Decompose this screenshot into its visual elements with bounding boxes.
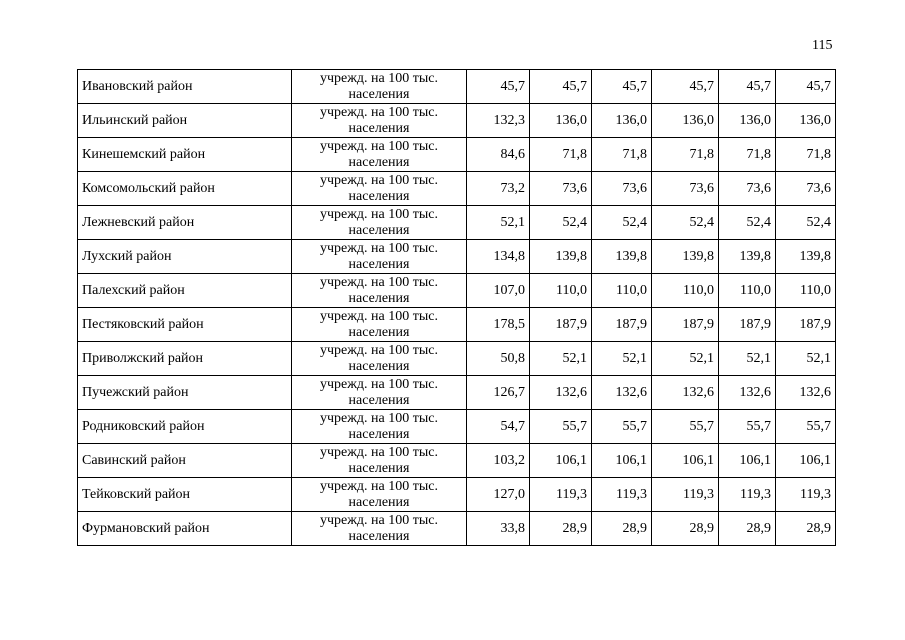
value-cell: 45,7 xyxy=(467,70,530,104)
value-cell: 73,6 xyxy=(652,172,719,206)
value-cell: 73,6 xyxy=(719,172,776,206)
value-cell: 139,8 xyxy=(592,240,652,274)
unit-line-2: населения xyxy=(348,188,410,204)
value-cell: 132,6 xyxy=(652,376,719,410)
unit-cell xyxy=(292,376,467,410)
value-cell: 110,0 xyxy=(592,274,652,308)
value-cell: 132,6 xyxy=(530,376,592,410)
value-cell: 139,8 xyxy=(776,240,836,274)
unit-line-2: населения xyxy=(348,528,410,544)
table-row xyxy=(78,444,836,478)
value-cell: 139,8 xyxy=(530,240,592,274)
unit-line-1: учрежд. на 100 тыс. xyxy=(320,206,438,222)
district-name-cell: Ивановский район xyxy=(78,70,292,104)
unit-line-1: учрежд. на 100 тыс. xyxy=(320,342,438,358)
unit-cell xyxy=(292,70,467,104)
value-cell: 119,3 xyxy=(719,478,776,512)
value-cell: 52,1 xyxy=(592,342,652,376)
district-name-cell: Тейковский район xyxy=(78,478,292,512)
value-cell: 71,8 xyxy=(592,138,652,172)
value-cell: 28,9 xyxy=(592,512,652,546)
value-cell: 71,8 xyxy=(652,138,719,172)
table-row xyxy=(78,512,836,546)
district-name-cell: Савинский район xyxy=(78,444,292,478)
value-cell: 136,0 xyxy=(719,104,776,138)
value-cell: 55,7 xyxy=(776,410,836,444)
unit-line-1: учрежд. на 100 тыс. xyxy=(320,308,438,324)
value-cell: 110,0 xyxy=(652,274,719,308)
value-cell: 45,7 xyxy=(592,70,652,104)
table-row xyxy=(78,274,836,308)
unit-line-1: учрежд. на 100 тыс. xyxy=(320,138,438,154)
table-row xyxy=(78,342,836,376)
table-row xyxy=(78,478,836,512)
page-number: 115 xyxy=(812,38,833,53)
value-cell: 106,1 xyxy=(592,444,652,478)
district-name-cell: Ильинский район xyxy=(78,104,292,138)
value-cell: 52,1 xyxy=(467,206,530,240)
value-cell: 28,9 xyxy=(530,512,592,546)
unit-line-2: населения xyxy=(348,154,410,170)
unit-line-2: населения xyxy=(348,460,410,476)
unit-cell xyxy=(292,342,467,376)
unit-cell xyxy=(292,410,467,444)
unit-line-1: учрежд. на 100 тыс. xyxy=(320,274,438,290)
unit-cell xyxy=(292,444,467,478)
value-cell: 107,0 xyxy=(467,274,530,308)
district-name-cell: Приволжский район xyxy=(78,342,292,376)
value-cell: 110,0 xyxy=(719,274,776,308)
table-row xyxy=(78,206,836,240)
value-cell: 139,8 xyxy=(719,240,776,274)
value-cell: 106,1 xyxy=(652,444,719,478)
value-cell: 126,7 xyxy=(467,376,530,410)
value-cell: 55,7 xyxy=(652,410,719,444)
value-cell: 132,3 xyxy=(467,104,530,138)
value-cell: 45,7 xyxy=(719,70,776,104)
value-cell: 119,3 xyxy=(776,478,836,512)
value-cell: 134,8 xyxy=(467,240,530,274)
value-cell: 110,0 xyxy=(530,274,592,308)
unit-cell xyxy=(292,206,467,240)
district-name-cell: Комсомольский район xyxy=(78,172,292,206)
indicator-table xyxy=(77,69,836,546)
value-cell: 132,6 xyxy=(719,376,776,410)
value-cell: 187,9 xyxy=(530,308,592,342)
value-cell: 52,4 xyxy=(652,206,719,240)
table-row xyxy=(78,70,836,104)
unit-line-2: населения xyxy=(348,86,410,102)
value-cell: 55,7 xyxy=(719,410,776,444)
unit-line-1: учрежд. на 100 тыс. xyxy=(320,410,438,426)
value-cell: 52,1 xyxy=(719,342,776,376)
unit-line-2: населения xyxy=(348,222,410,238)
value-cell: 110,0 xyxy=(776,274,836,308)
value-cell: 73,6 xyxy=(592,172,652,206)
unit-cell xyxy=(292,308,467,342)
value-cell: 73,6 xyxy=(776,172,836,206)
value-cell: 45,7 xyxy=(530,70,592,104)
table-row xyxy=(78,410,836,444)
table-row xyxy=(78,240,836,274)
table-body xyxy=(78,70,836,546)
value-cell: 73,2 xyxy=(467,172,530,206)
value-cell: 45,7 xyxy=(776,70,836,104)
value-cell: 132,6 xyxy=(776,376,836,410)
value-cell: 178,5 xyxy=(467,308,530,342)
value-cell: 33,8 xyxy=(467,512,530,546)
value-cell: 52,1 xyxy=(776,342,836,376)
value-cell: 50,8 xyxy=(467,342,530,376)
value-cell: 52,1 xyxy=(652,342,719,376)
value-cell: 119,3 xyxy=(592,478,652,512)
value-cell: 28,9 xyxy=(652,512,719,546)
unit-line-1: учрежд. на 100 тыс. xyxy=(320,70,438,86)
district-name-cell: Родниковский район xyxy=(78,410,292,444)
unit-line-2: населения xyxy=(348,256,410,272)
unit-line-2: населения xyxy=(348,358,410,374)
value-cell: 55,7 xyxy=(530,410,592,444)
value-cell: 132,6 xyxy=(592,376,652,410)
unit-cell xyxy=(292,172,467,206)
value-cell: 52,4 xyxy=(592,206,652,240)
value-cell: 28,9 xyxy=(719,512,776,546)
district-name-cell: Палехский район xyxy=(78,274,292,308)
unit-cell xyxy=(292,512,467,546)
unit-line-1: учрежд. на 100 тыс. xyxy=(320,512,438,528)
table-row xyxy=(78,104,836,138)
value-cell: 136,0 xyxy=(530,104,592,138)
value-cell: 84,6 xyxy=(467,138,530,172)
unit-line-1: учрежд. на 100 тыс. xyxy=(320,172,438,188)
district-name-cell: Фурмановский район xyxy=(78,512,292,546)
value-cell: 187,9 xyxy=(652,308,719,342)
value-cell: 106,1 xyxy=(530,444,592,478)
unit-line-1: учрежд. на 100 тыс. xyxy=(320,478,438,494)
table-row xyxy=(78,308,836,342)
value-cell: 71,8 xyxy=(530,138,592,172)
unit-cell xyxy=(292,138,467,172)
unit-cell xyxy=(292,274,467,308)
value-cell: 73,6 xyxy=(530,172,592,206)
value-cell: 52,4 xyxy=(776,206,836,240)
value-cell: 52,1 xyxy=(530,342,592,376)
unit-cell xyxy=(292,104,467,138)
value-cell: 52,4 xyxy=(530,206,592,240)
value-cell: 106,1 xyxy=(776,444,836,478)
unit-line-2: населения xyxy=(348,290,410,306)
unit-line-2: населения xyxy=(348,324,410,340)
value-cell: 119,3 xyxy=(652,478,719,512)
district-name-cell: Кинешемский район xyxy=(78,138,292,172)
value-cell: 28,9 xyxy=(776,512,836,546)
value-cell: 127,0 xyxy=(467,478,530,512)
table-row xyxy=(78,376,836,410)
value-cell: 187,9 xyxy=(776,308,836,342)
district-name-cell: Лежневский район xyxy=(78,206,292,240)
value-cell: 45,7 xyxy=(652,70,719,104)
value-cell: 103,2 xyxy=(467,444,530,478)
table-row xyxy=(78,138,836,172)
district-name-cell: Пучежский район xyxy=(78,376,292,410)
value-cell: 136,0 xyxy=(592,104,652,138)
value-cell: 71,8 xyxy=(719,138,776,172)
value-cell: 55,7 xyxy=(592,410,652,444)
unit-line-2: населения xyxy=(348,494,410,510)
unit-cell xyxy=(292,478,467,512)
unit-line-2: населения xyxy=(348,426,410,442)
district-name-cell: Лухский район xyxy=(78,240,292,274)
value-cell: 54,7 xyxy=(467,410,530,444)
unit-line-1: учрежд. на 100 тыс. xyxy=(320,104,438,120)
value-cell: 136,0 xyxy=(652,104,719,138)
unit-line-2: населения xyxy=(348,392,410,408)
unit-cell xyxy=(292,240,467,274)
table-row xyxy=(78,172,836,206)
district-name-cell: Пестяковский район xyxy=(78,308,292,342)
unit-line-1: учрежд. на 100 тыс. xyxy=(320,376,438,392)
unit-line-1: учрежд. на 100 тыс. xyxy=(320,240,438,256)
value-cell: 106,1 xyxy=(719,444,776,478)
value-cell: 136,0 xyxy=(776,104,836,138)
value-cell: 119,3 xyxy=(530,478,592,512)
value-cell: 71,8 xyxy=(776,138,836,172)
value-cell: 139,8 xyxy=(652,240,719,274)
unit-line-2: населения xyxy=(348,120,410,136)
value-cell: 187,9 xyxy=(592,308,652,342)
value-cell: 52,4 xyxy=(719,206,776,240)
unit-line-1: учрежд. на 100 тыс. xyxy=(320,444,438,460)
value-cell: 187,9 xyxy=(719,308,776,342)
